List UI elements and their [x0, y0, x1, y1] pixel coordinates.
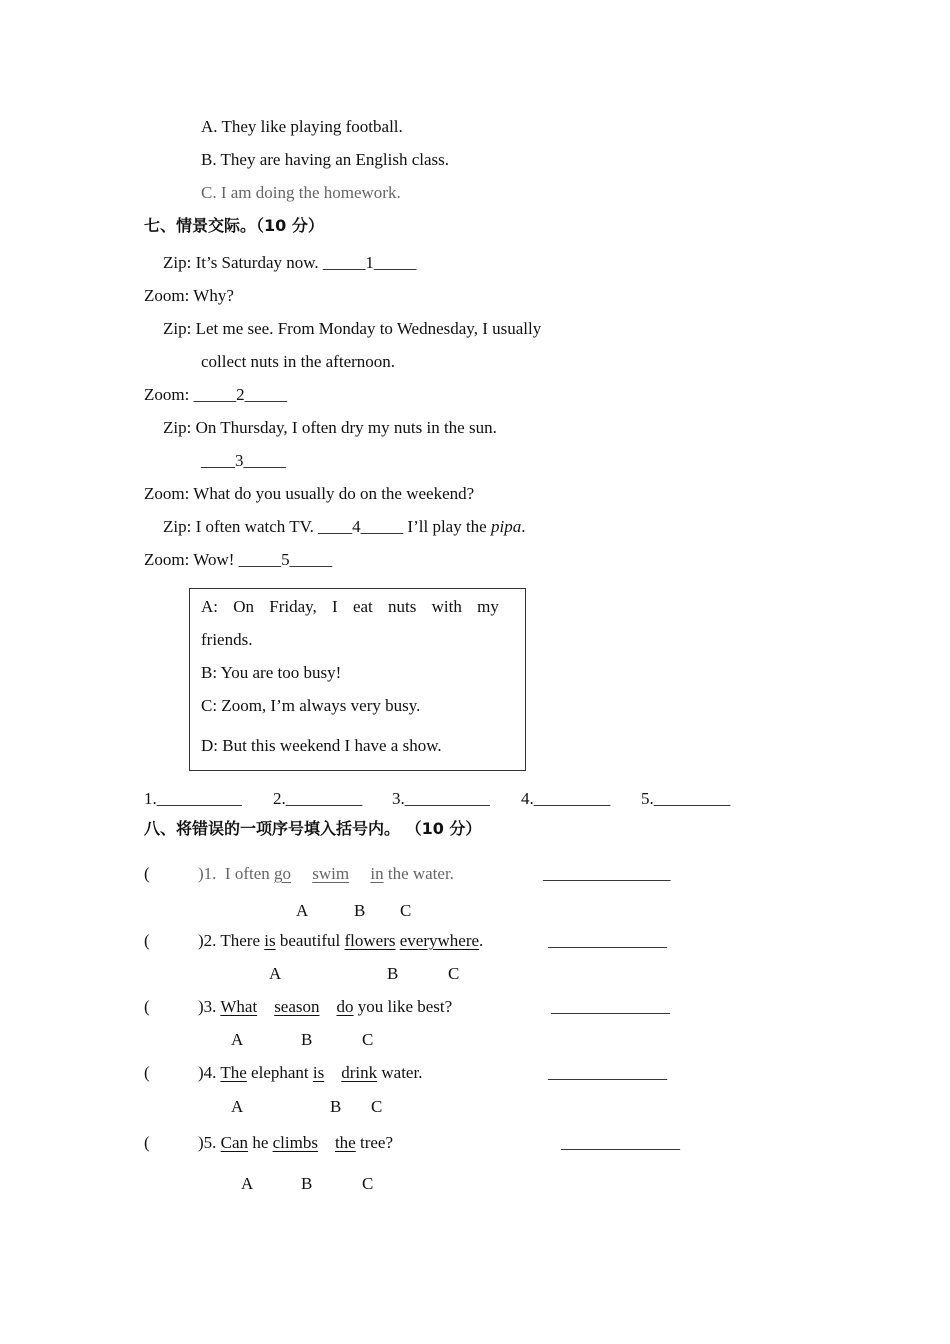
- q4-label-a: A: [231, 1097, 244, 1116]
- q4-option-a-word: The: [220, 1063, 247, 1082]
- pipa-word: pipa: [490, 517, 522, 536]
- q2-option-c-word: everywhere: [399, 931, 480, 950]
- q1-option-b-word: swim: [312, 864, 350, 883]
- q3-num: )3.: [198, 997, 221, 1016]
- choice-a-line1: A: On Friday, I eat nuts with my: [201, 597, 499, 616]
- dialogue-line-9: [163, 518, 525, 535]
- q1-paren[interactable]: (: [144, 864, 150, 883]
- choice-c: C: Zoom, I’m always very busy.: [201, 696, 421, 715]
- q1-num: )1.: [198, 864, 217, 883]
- q5-text-2: tree?: [355, 1133, 394, 1152]
- q5-paren[interactable]: (: [144, 1133, 150, 1152]
- q4-sentence: [198, 1064, 422, 1081]
- dialogue-line-6: Zip: On Thursday, I often dry my nuts in the sun.: [163, 418, 497, 437]
- q4-text-2: water.: [377, 1063, 423, 1082]
- q5-text-1: he: [248, 1133, 273, 1152]
- option-a: A. They like playing football.: [201, 117, 403, 136]
- q4-paren[interactable]: (: [144, 1063, 150, 1082]
- q1-label-c: C: [400, 901, 412, 920]
- q1-answer-blank[interactable]: _______________: [543, 864, 671, 883]
- q1-text-1: I often: [224, 864, 275, 883]
- dialogue-line-10: Zoom: Wow! _____5_____: [144, 550, 333, 569]
- q2-option-a-word: is: [264, 931, 276, 950]
- q4-option-c-word: drink: [341, 1063, 378, 1082]
- q1-label-b: B: [354, 901, 366, 920]
- dialogue-line-3: Zip: Let me see. From Monday to Wednesday, I usually: [163, 319, 542, 338]
- answer-blank-3[interactable]: 3.__________: [392, 789, 490, 808]
- q1-sentence: [198, 865, 454, 882]
- q5-option-c-word: the: [334, 1133, 356, 1152]
- q4-label-b: B: [330, 1097, 342, 1116]
- q2-label-c: C: [448, 964, 460, 983]
- q3-sentence: [198, 998, 452, 1015]
- q5-answer-blank[interactable]: ______________: [561, 1133, 680, 1152]
- q4-answer-blank[interactable]: ______________: [548, 1063, 667, 1082]
- q5-option-b-word: climbs: [272, 1133, 318, 1152]
- dialogue-line-9-text: Zip: I often watch TV. ____4_____ I’ll play the: [163, 517, 491, 536]
- q2-label-b: B: [387, 964, 399, 983]
- q4-num: )4.: [198, 1063, 221, 1082]
- dialogue-line-8: Zoom: What do you usually do on the weekend?: [144, 484, 475, 503]
- q1-option-a-word: go: [274, 864, 292, 883]
- q1-option-c-word: in: [370, 864, 384, 883]
- q2-paren[interactable]: (: [144, 931, 150, 950]
- q2-text-1: beautiful: [275, 931, 345, 950]
- q2-answer-blank[interactable]: ______________: [548, 931, 667, 950]
- option-c: C. I am doing the homework.: [201, 183, 401, 202]
- option-b: B. They are having an English class.: [201, 150, 450, 169]
- dialogue-line-5: Zoom: _____2_____: [144, 385, 288, 404]
- answer-blank-1[interactable]: 1.__________: [144, 789, 242, 808]
- q3-answer-blank[interactable]: ______________: [551, 997, 670, 1016]
- dialogue-line-2: Zoom: Why?: [144, 286, 234, 305]
- section8-title: 八、将错误的一项序号填入括号内。 （10 分）: [144, 819, 482, 838]
- q4-label-c: C: [371, 1097, 383, 1116]
- q5-sentence: [198, 1134, 393, 1151]
- choice-b: B: You are too busy!: [201, 663, 342, 682]
- dialogue-line-4: collect nuts in the afternoon.: [201, 352, 396, 371]
- q2-sentence: [198, 932, 483, 949]
- q3-option-b-word: season: [274, 997, 320, 1016]
- q2-option-b-word: flowers: [344, 931, 396, 950]
- q3-label-a: A: [231, 1030, 244, 1049]
- q5-label-b: B: [301, 1174, 313, 1193]
- dialogue-line-9-end: .: [521, 517, 526, 536]
- q3-text-1: you like best?: [353, 997, 453, 1016]
- q5-label-a: A: [241, 1174, 254, 1193]
- answer-blank-2[interactable]: 2._________: [273, 789, 363, 808]
- section7-title: 七、情景交际。（10 分）: [144, 216, 324, 235]
- q2-text-2: .: [479, 931, 484, 950]
- q5-option-a-word: Can: [220, 1133, 249, 1152]
- answer-blank-4[interactable]: 4._________: [521, 789, 611, 808]
- q2-num: )2. There: [198, 931, 265, 950]
- q5-label-c: C: [362, 1174, 374, 1193]
- q3-paren[interactable]: (: [144, 997, 150, 1016]
- q3-label-b: B: [301, 1030, 313, 1049]
- q4-option-b-word: is: [312, 1063, 325, 1082]
- dialogue-line-7: ____3_____: [201, 451, 286, 470]
- answer-blank-5[interactable]: 5._________: [641, 789, 731, 808]
- q1-text-2: the water.: [383, 864, 454, 883]
- q3-label-c: C: [362, 1030, 374, 1049]
- choice-a-line2: friends.: [201, 630, 253, 649]
- q5-num: )5.: [198, 1133, 221, 1152]
- q1-label-a: A: [296, 901, 309, 920]
- choice-d: D: But this weekend I have a show.: [201, 736, 442, 755]
- q3-option-c-word: do: [336, 997, 354, 1016]
- dialogue-line-1: Zip: It’s Saturday now. _____1_____: [163, 253, 417, 272]
- q2-label-a: A: [269, 964, 282, 983]
- q3-option-a-word: What: [220, 997, 258, 1016]
- q4-text-1: elephant: [246, 1063, 313, 1082]
